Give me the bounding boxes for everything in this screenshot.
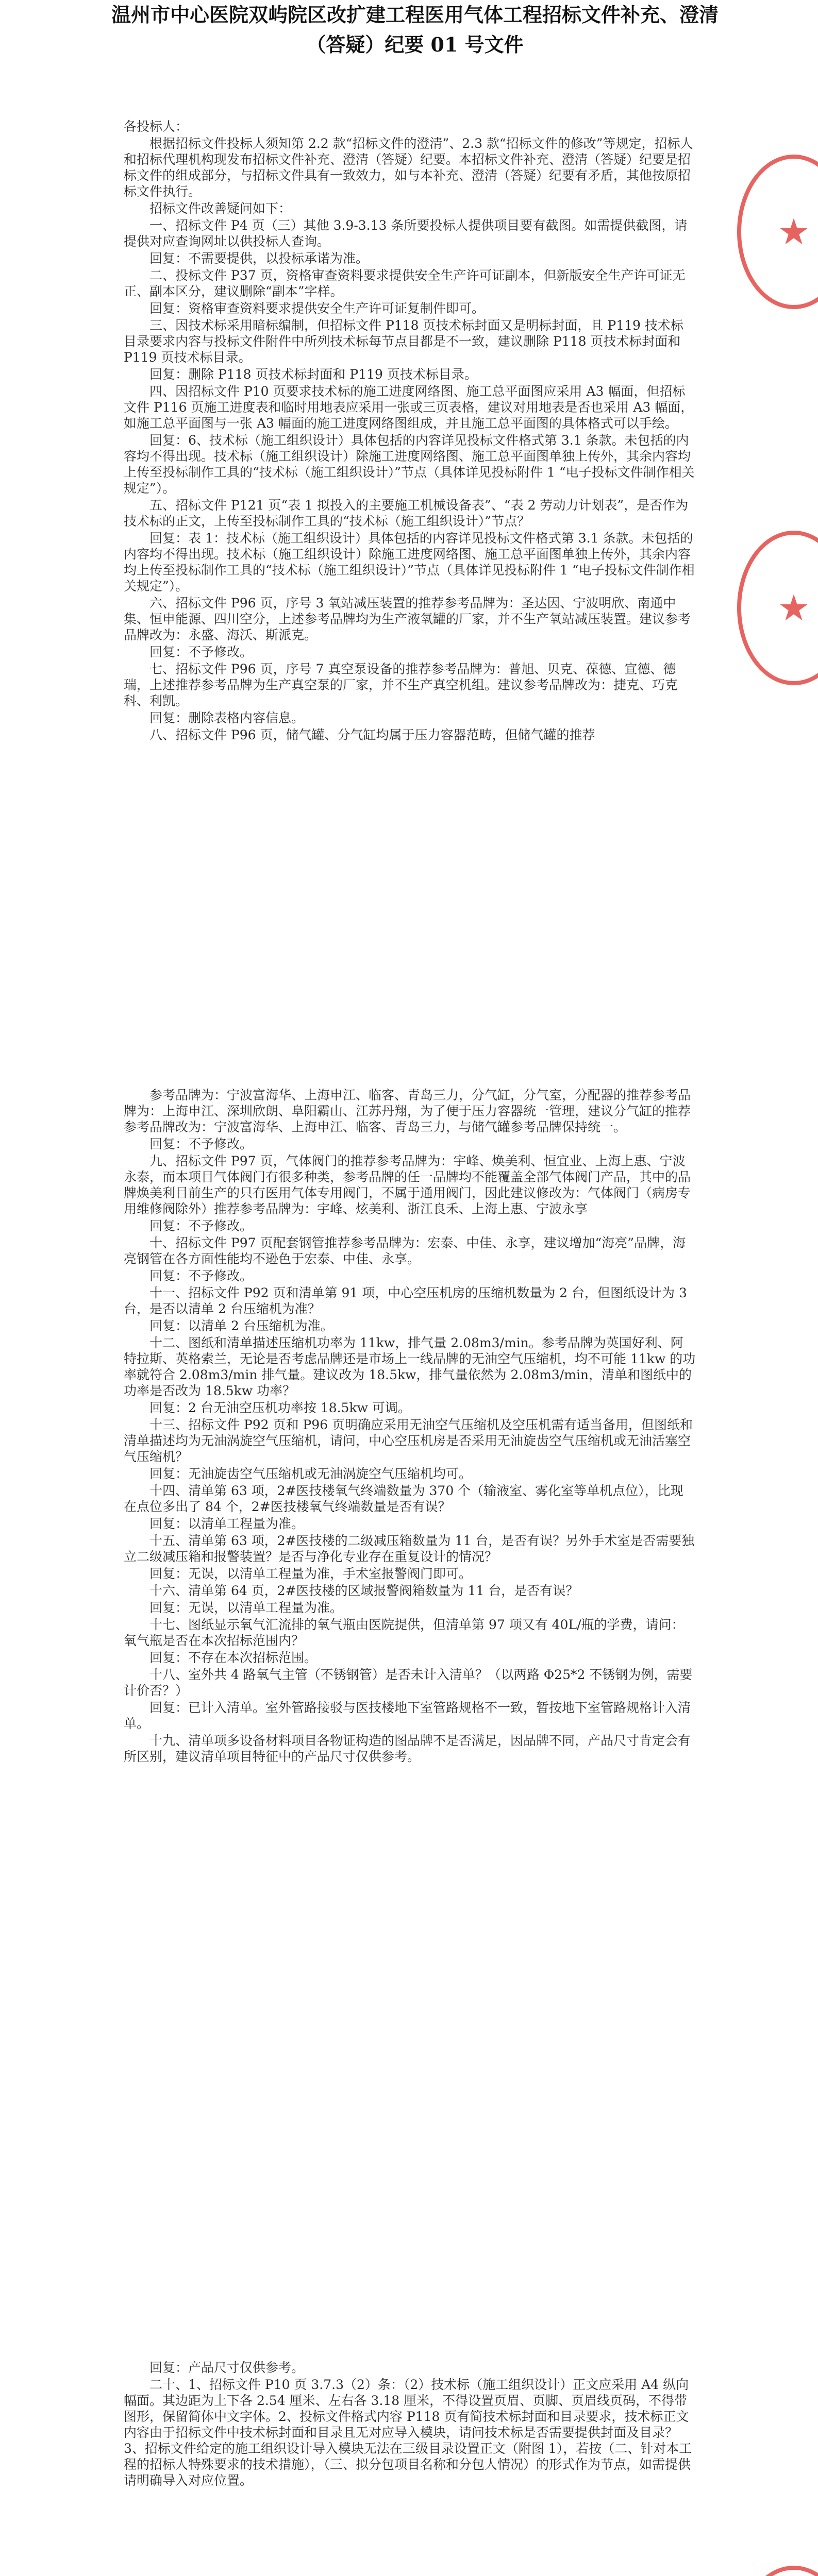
page2-item: 十八、室外共 4 路氧气主管（不锈钢管）是否未计入清单？（以两路 Φ25*2 不锈钢为例，需要计价否？）	[124, 1667, 693, 1698]
page1-item: 四、因招标文件 P10 页要求技术标的施工进度网络图、施工总平面图应采用 A3 幅面，但招标文件 P116 页施工进度表和临时用地表应采用一张或三页表格，建议对用地表是否也采用 A3 幅面，如施工总平面图与一张 A3 幅面的施工进度网络图组成，并且施工总平面图的具体格式可以手绘。	[124, 384, 694, 431]
page-1-items	[124, 217, 696, 743]
page2-item: 回复：不予修改。	[149, 1218, 253, 1233]
page2-item: 十、招标文件 P97 页配套钢管推荐参考品牌为：宏泰、中佳、永享，建议增加“海亮”品牌，海亮钢管在各方面性能均不逊色于宏泰、中佳、永享。	[124, 1235, 686, 1266]
page2-item: 回复：无误，以清单工程量为准，手术室报警阀门即可。	[149, 1566, 472, 1581]
page-3-body	[124, 2360, 696, 2489]
page2-item: 回复：已计入清单。室外管路接驳与医技楼地下室管路规格不一致，暂按地下室管路规格计入清单。	[124, 1700, 691, 1731]
page2-item: 十二、图纸和清单描述压缩机功率为 11kw，排气量 2.08m3/min。参考品牌为英国好利、阿特拉斯、英格索兰，无论是否考虑品牌还是市场上一线品牌的无油空气压缩机，均不可能 11kw 的功率就符合 2.08m3/min 排气量。建议改为 18.5kw，排气量依然为 2.08m3/min，清单和图纸中的功率是否改为 18.5kw 功率？	[124, 1335, 696, 1398]
page2-item: 九、招标文件 P97 页，气体阀门的推荐参考品牌为：宇峰、焕美利、恒宜业、上海上惠、宁波永泰，而本项目气体阀门有很多种类，参考品牌的任一品牌均不能覆盖全部气体阀门产品，其中的品牌焕美利目前生产的只有医用气体专用阀门，不属于通用阀门，因此建议修改为：气体阀门（病房专用维修阀除外）推荐参考品牌为：宇峰、炫美利、浙江良禾、上海上惠、宁波永享	[124, 1154, 691, 1216]
page-2-items	[124, 1087, 696, 1765]
page1-item: 回复：资格审查资料要求提供安全生产许可证复制件即可。	[149, 301, 485, 316]
page1-item: 回复：删除表格内容信息。	[149, 710, 305, 725]
page3-item: 二十、1、招标文件 P10 页 3.7.3（2）条：（2）技术标（施工组织设计）正文应采用 A4 纵向幅面。其边距为上下各 2.54 厘米、左右各 3.18 厘米，不得设置页眉、页脚、页眉线页码，不得带图形，保留简体中文字体。2、投标文件格式内容 P118 页有简技术标封面和目录要求，技术标正文内容由于招标文件中技术标封面和目录且无对应导入模块，请问技术标是否需要提供封面及目录？3、招标文件给定的施工组织设计导入模块无法在三级目录设置正文（附图 1），若按（二、针对本工程的招标人特殊要求的技术措施），（三、拟分包项目名称和分包人情况）的形式作为节点，如需提供请明确导入对应位置。	[124, 2377, 692, 2488]
page1-item: 二、投标文件 P37 页，资格审查资料要求提供安全生产许可证副本，但新版安全生产许可证无正、副本区分，建议删除“副本”字样。	[124, 268, 686, 299]
page1-item: 三、因技术标采用暗标编制，但招标文件 P118 页技术标封面又是明标封面，且 P119 技术标目录要求内容与投标文件附件中所列技术标每节点目都是不一致，建议删除 P118 页技术标封面和 P119 页技术标目录。	[124, 318, 683, 365]
page1-item: 回复：不予修改。	[149, 645, 253, 659]
page-1-body	[124, 118, 696, 744]
page2-item: 十九、清单项多设备材料项目各物证构造的图品牌不是否满足，因品牌不同，产品尺寸肯定会有所区别，建议清单项目特征中的产品尺寸仅供参考。	[124, 1733, 691, 1764]
page1-item: 一、招标文件 P4 页（三）其他 3.9-3.13 条所要投标人提供项目要有截图。如需提供截图，请提供对应查询网址以供投标人查询。	[124, 218, 688, 249]
page-edge-seal-2: ★	[737, 531, 818, 685]
page2-item: 十五、清单第 63 项，2#医技楼的二级减压箱数量为 11 台，是否有误？另外手术室是否需要独立二级减压箱和报警装置？是否与净化专业存在重复设计的情况？	[124, 1533, 695, 1564]
page1-item: 七、招标文件 P96 页，序号 7 真空泵设备的推荐参考品牌为：普旭、贝克、葆德、宣德、德瑞，上述推荐参考品牌为生产真空泵的厂家，并不生产真空机组。建议参考品牌改为：捷克、巧克科、利凯。	[124, 662, 678, 708]
page1-item: 回复：6、技术标（施工组织设计）具体包括的内容详见投标文件格式第 3.1 条款。未包括的内容均不得出现。技术标（施工组织设计）除施工进度网络图、施工总平面图单独上传外，其余内容均上传至投标制作工具的“技术标（施工组织设计）”节点（具体详见投标附件 1 “电子投标文件制作相关规定”）。	[124, 433, 695, 496]
page2-item: 回复：不予修改。	[149, 1137, 253, 1151]
page2-item: 回复：以清单 2 台压缩机为准。	[149, 1318, 333, 1333]
page-3-items	[124, 2360, 696, 2488]
page2-item: 十六、清单第 64 页，2#医技楼的区域报警阀箱数量为 11 台，是否有误？	[149, 1583, 579, 1598]
page1-item: 五、招标文件 P121 页“表 1 拟投入的主要施工机械设备表”、“表 2 劳动力计划表”，是否作为技术标的正文，上传至投标制作工具的“技术标（施工组织设计）”节点？	[124, 498, 689, 529]
page2-item: 回复：2 台无油空压机功率按 18.5kw 可调。	[149, 1400, 411, 1415]
page1-item: 六、招标文件 P96 页，序号 3 氧站减压装置的推荐参考品牌为：圣达因、宁波明欣、南通中集、恒申能源、四川空分，上述参考品牌均为生产液氧罐的厂家，并不生产氧站减压装置。建议参考品牌改为：永盛、海沃、斯派克。	[124, 596, 691, 642]
page3-item: 回复：产品尺寸仅供参考。	[149, 2360, 305, 2375]
page-edge-seal-1: ★	[737, 155, 818, 309]
page2-item: 回复：无油旋齿空气压缩机或无油涡旋空气压缩机均可。	[149, 1466, 472, 1481]
greeting: 各投标人：	[124, 119, 189, 134]
page2-item: 回复：以清单工程量为准。	[149, 1516, 305, 1531]
page2-item: 回复：不存在本次招标范围。	[149, 1650, 318, 1665]
page2-item: 十四、清单第 63 项，2#医技楼氧气终端数量为 370 个（输液室、雾化室等单机点位），比现在点位多出了 84 个，2#医技楼氧气终端数量是否有误？	[124, 1483, 683, 1514]
page2-item: 回复：无误，以清单工程量为准。	[149, 1600, 343, 1615]
page2-item: 十一、招标文件 P92 页和清单第 91 项，中心空压机房的压缩机数量为 2 台，但图纸设计为 3 台，是否以清单 2 台压缩机为准？	[124, 1285, 687, 1316]
page-2-body	[124, 1087, 696, 1766]
page1-item: 回复：不需要提供，以投标承诺为准。	[149, 251, 369, 266]
intro-paragraph: 根据招标文件投标人须知第 2.2 款“招标文件的澄清”、2.3 款“招标文件的修改”等规定，招标人和招标代理机构现发布招标文件补充、澄清（答疑）纪要。本招标文件补充、澄清（答疑）纪要是招标文件的组成部分，与招标文件具有一致效力，如与本补充、澄清（答疑）纪要有矛盾，其他按原招标文件执行。	[124, 136, 693, 199]
page2-item: 十七、图纸显示氧气汇流排的氧气瓶由医院提供，但清单第 97 项又有 40L/瓶的学费，请问：氧气瓶是否在本次招标范围内？	[124, 1617, 685, 1648]
page2-item: 回复：不予修改。	[149, 1268, 253, 1283]
page2-item: 参考品牌为：宁波富海华、上海申江、临客、青岛三力，分气缸，分气室，分配器的推荐参考品牌为：上海申江、深圳欣朗、阜阳霸山、江苏丹翔，为了便于压力容器统一管理，建议分气缸的推荐参考品牌改为：宁波富海华、上海申江、临客、青岛三力，与储气罐参考品牌保持统一。	[124, 1088, 691, 1134]
page1-item: 八、招标文件 P96 页，储气罐、分气缸均属于压力容器范畴，但储气罐的推荐	[149, 727, 595, 742]
page1-item: 回复：删除 P118 页技术标封面和 P119 页技术标目录。	[149, 367, 477, 382]
question-label: 招标文件改善疑问如下：	[149, 201, 292, 216]
page2-item: 十三、招标文件 P92 页和 P96 页明确应采用无油空气压缩机及空压机需有适当备用，但图纸和清单描述均为无油涡旋空气压缩机，请问，中心空压机房是否采用无油旋齿空气压缩机或无油活塞空气压缩机？	[124, 1417, 693, 1464]
page1-item: 回复：表 1：技术标（施工组织设计）具体包括的内容详见投标文件格式第 3.1 条款。未包括的内容均不得出现。技术标（施工组织设计）除施工进度网络图、施工总平面图单独上传外，其余内容均上传至投标制作工具的“技术标（施工组织设计）”节点（具体详见投标附件 1 “电子投标文件制作相关规定”）。	[124, 531, 695, 594]
document-title: 温州市中心医院双屿院区改扩建工程医用气体工程招标文件补充、澄清（答疑）纪要 01 号文件	[111, 3, 719, 56]
